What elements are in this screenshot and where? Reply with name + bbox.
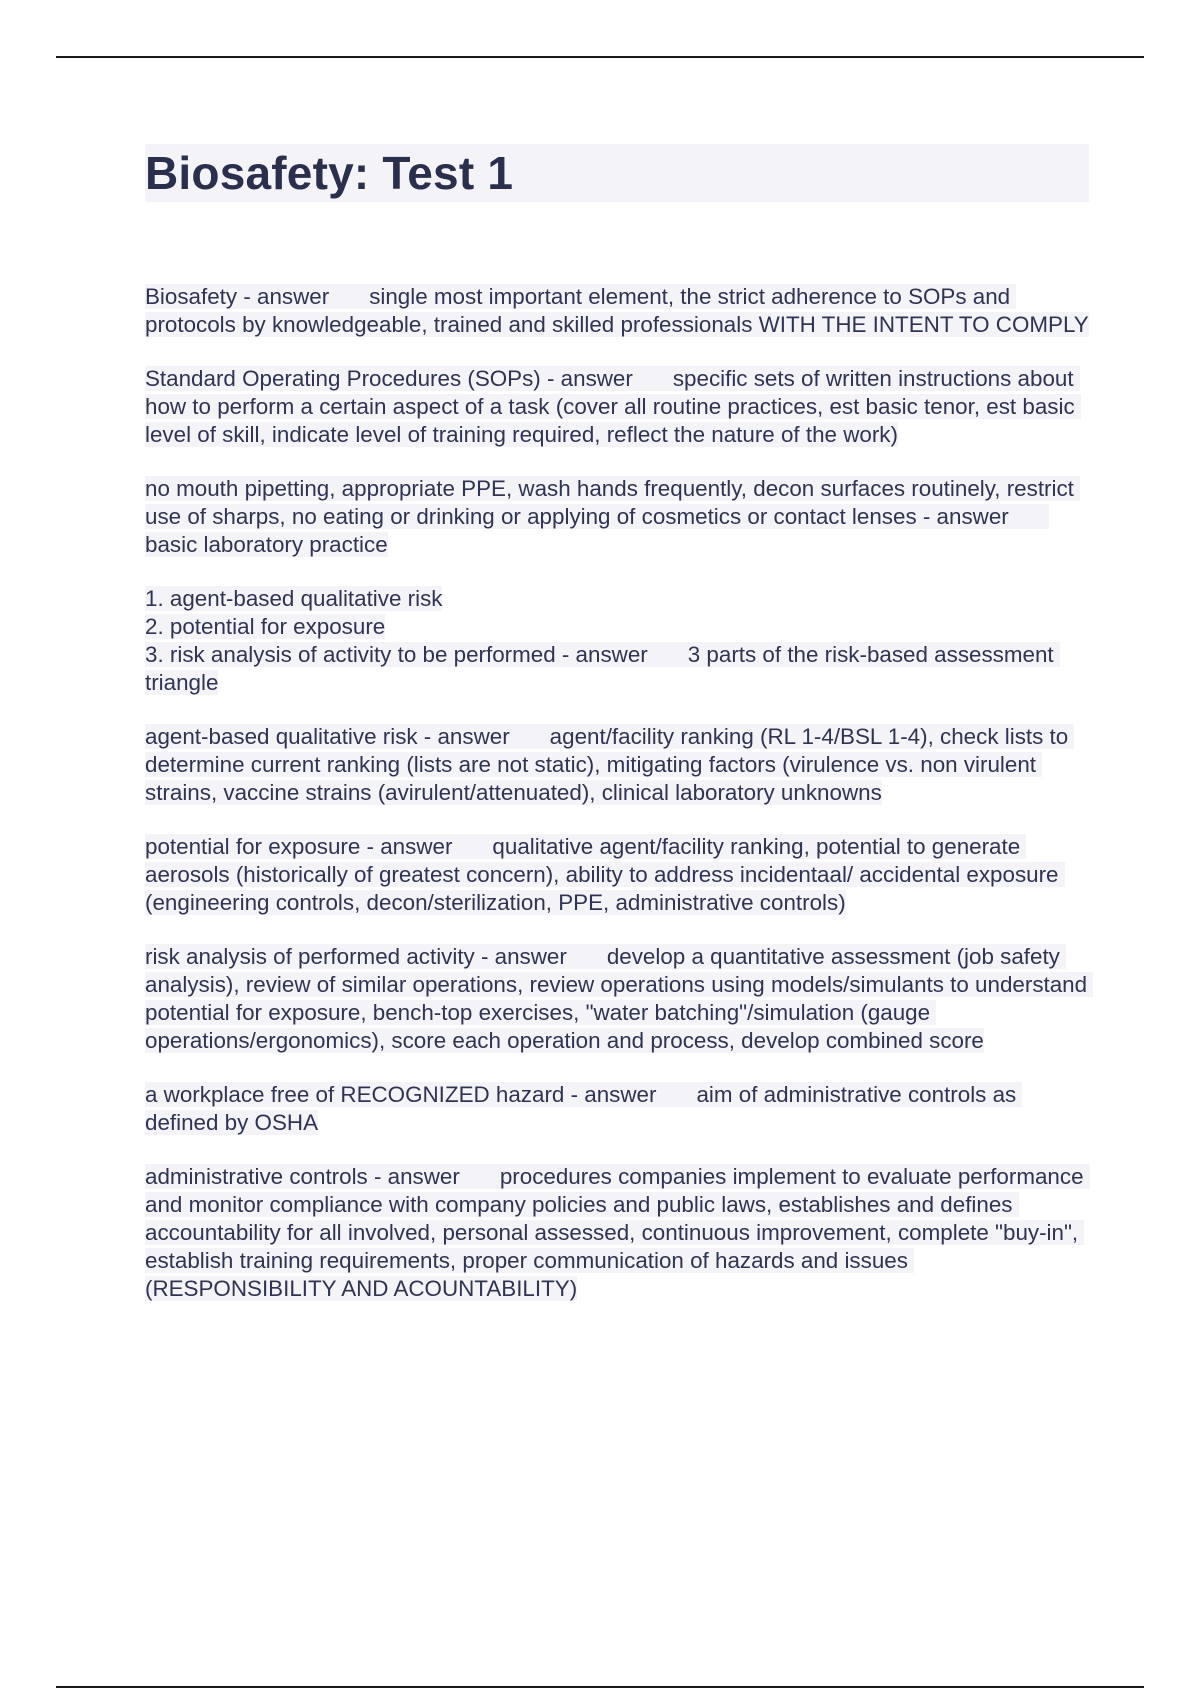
flashcard-term: agent-based qualitative risk - answer bbox=[145, 724, 510, 749]
flashcard bbox=[145, 1081, 1095, 1137]
flashcard-definition: 3 parts of the risk-based assessment triangle bbox=[145, 642, 1060, 695]
flashcard-term: Standard Operating Procedures (SOPs) - answer bbox=[145, 366, 633, 391]
flashcard bbox=[145, 833, 1095, 917]
flashcard bbox=[145, 585, 1095, 697]
flashcard-definition: qualitative agent/facility ranking, potential to generate aerosols (historically of greatest concern), ability to address incidentaal/ accidental exposure (engineering controls, decon/sterilization, PPE, administrative controls) bbox=[145, 834, 1065, 915]
flashcard-definition: procedures companies implement to evaluate performance and monitor compliance with company policies and public laws, establishes and defines accountability for all involved, personal assessed, continuous improvement, complete "buy-in", establish training requirements, proper communication of hazards and issues (RESPONSIBILITY AND ACOUNTABILITY) bbox=[145, 1164, 1090, 1301]
flashcard-definition: specific sets of written instructions about how to perform a certain aspect of a task (cover all routine practices, est basic tenor, est basic level of skill, indicate level of training required, reflect the nature of the work) bbox=[145, 366, 1081, 447]
flashcard-term: a workplace free of RECOGNIZED hazard - answer bbox=[145, 1082, 657, 1107]
flashcard-term: Biosafety - answer bbox=[145, 284, 330, 309]
flashcard-term: potential for exposure - answer bbox=[145, 834, 453, 859]
flashcard-term: 1. agent-based qualitative risk 2. potential for exposure 3. risk analysis of activity to be performed - answer bbox=[145, 586, 648, 667]
bottom-divider bbox=[56, 1686, 1144, 1688]
flashcard-term: risk analysis of performed activity - answer bbox=[145, 944, 567, 969]
flashcard-term: administrative controls - answer bbox=[145, 1164, 460, 1189]
flashcard bbox=[145, 723, 1095, 807]
flashcard bbox=[145, 475, 1095, 559]
flashcard-definition: develop a quantitative assessment (job safety analysis), review of similar operations, review operations using models/simulants to understand potential for exposure, bench-top exercises, "water batching"/simulation (gauge operations/ergonomics), score each operation and process, develop combined score bbox=[145, 944, 1094, 1053]
flashcard-definition: single most important element, the strict adherence to SOPs and protocols by knowledgeable, trained and skilled professionals WITH THE INTENT TO COMPLY bbox=[145, 284, 1089, 337]
flashcard-definition: agent/facility ranking (RL 1-4/BSL 1-4), check lists to determine current ranking (lists are not static), mitigating factors (virulence vs. non virulent strains, vaccine strains (avirulent/attenuated), clinical laboratory unknowns bbox=[145, 724, 1075, 805]
flashcard-list bbox=[145, 283, 1095, 1329]
flashcard bbox=[145, 283, 1095, 339]
flashcard bbox=[145, 365, 1095, 449]
flashcard-definition: basic laboratory practice bbox=[145, 532, 388, 557]
flashcard-definition: aim of administrative controls as defined by OSHA bbox=[145, 1082, 1023, 1135]
page-title: Biosafety: Test 1 bbox=[145, 147, 514, 199]
flashcard bbox=[145, 1163, 1095, 1303]
flashcard-term: no mouth pipetting, appropriate PPE, wash hands frequently, decon surfaces routinely, restrict use of sharps, no eating or drinking or applying of cosmetics or contact lenses - answer bbox=[145, 476, 1081, 529]
top-divider bbox=[56, 56, 1144, 58]
flashcard bbox=[145, 943, 1095, 1055]
